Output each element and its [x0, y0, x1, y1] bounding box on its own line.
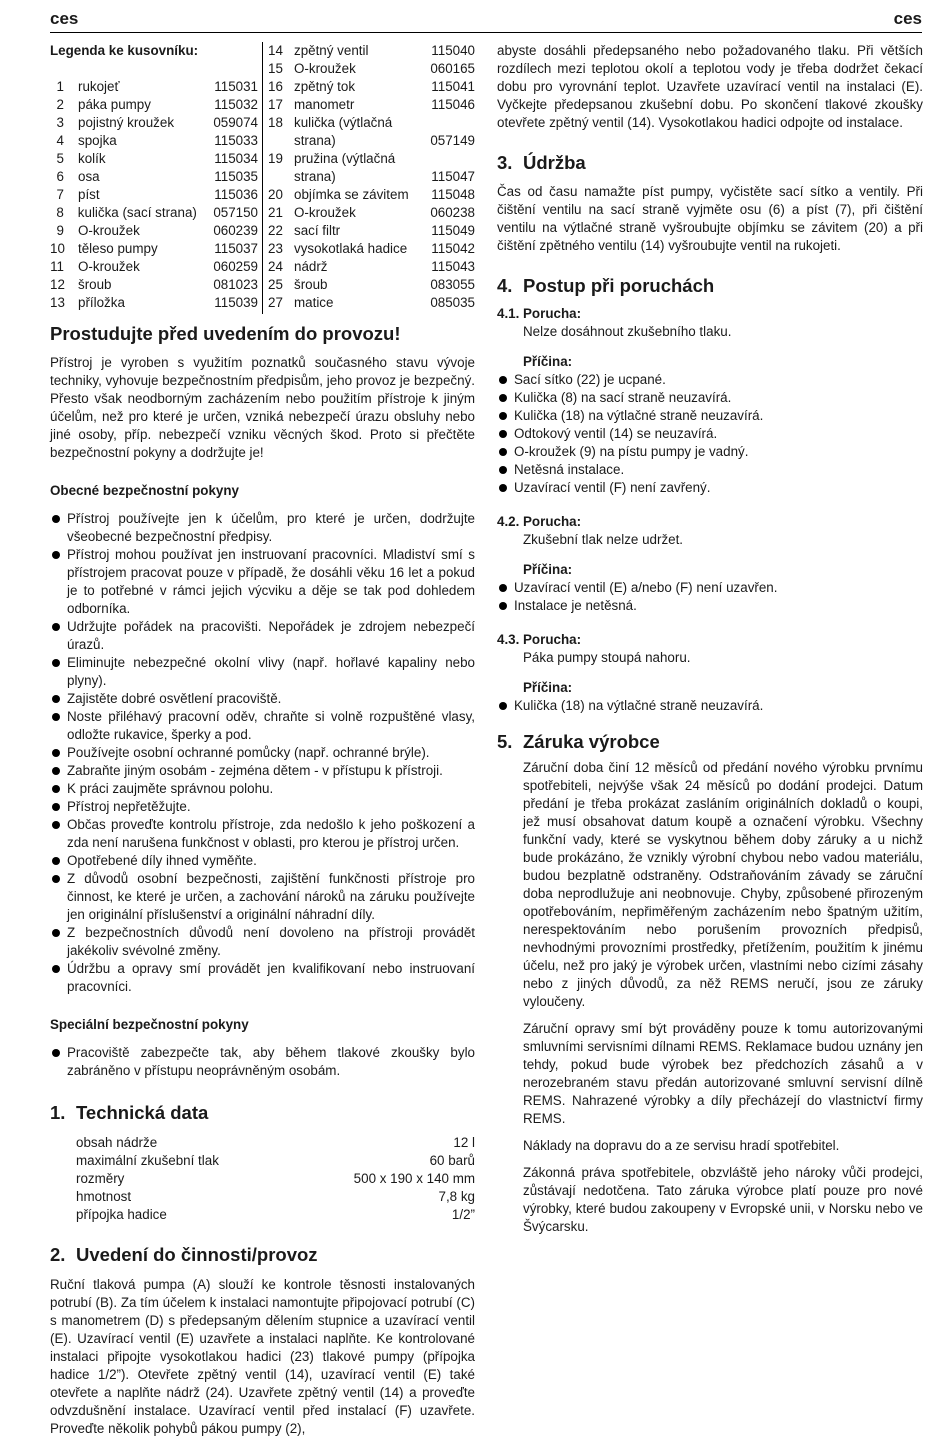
part-name: spojka [78, 133, 117, 148]
part-name: nádrž [294, 259, 328, 274]
part-code: 115037 [214, 241, 258, 256]
cause-list [497, 371, 923, 497]
cause-item: Kulička (18) na výtlačné straně neuzavírá. [497, 697, 923, 715]
parts-title: Legenda ke kusovníku: [50, 43, 199, 58]
part-code: 115035 [214, 169, 258, 184]
parts-list-right [268, 42, 475, 312]
part-name: zpětný ventil [294, 43, 369, 58]
tech-value: 1/2” [451, 1207, 475, 1222]
part-name: pojistný kroužek [78, 115, 175, 130]
part-number: 17 [268, 97, 283, 112]
part-number: 10 [50, 241, 65, 256]
part-code: 060238 [430, 205, 475, 220]
part-code [413, 150, 475, 168]
warranty-paragraph: Záruční doba činí 12 měsíců od předání nového výrobku prvnímu spotřebiteli, nejvýše však 24 měsíců po dodání prodejci. Datum předání je třeba prokázat zasláním originálních dokladů o koupi, jež musí obsahovat datum koupě a označení výrobku. Všechny funkční vady, které se vyskytnou během doby záruky a u nichž bude prokázáno, že vznikly výrobní chybou nebo vadou materiálu, budou bezplatně odstraněny. Odstraňováním závady se záruční doba neprodlužuje ani neobnovuje. Chyby, způsobené přirozeným opotřebováním, nepřiměřeným zacházením nebo špatným užitím, nerespektováním nebo porušením provozních předpisů, nevhodnými provozními prostředky, přetížením, použitím k jinému účelu, než pro jaký je výrobek určen, vlastními nebo cizími zásahy nebo z jiných důvodů, za něž REMS neručí, jsou ze záruky vyloučeny. [523, 760, 923, 1009]
part-name: rukojeť [78, 79, 120, 94]
part-code: 115040 [431, 43, 475, 58]
parts-row [50, 240, 258, 258]
part-code: 115049 [431, 223, 475, 238]
part-name: šroub [78, 277, 112, 292]
tech-label: maximální zkušební tlak [76, 1153, 219, 1168]
fault-number: 4.1. [497, 306, 520, 321]
cause-item: O-kroužek (9) na pístu pumpy je vadný. [497, 443, 923, 461]
fault-label: Porucha: [523, 306, 582, 321]
bullet-item: K práci zaujměte správnou polohu. [50, 780, 475, 798]
parts-row [50, 204, 258, 222]
part-code: 060239 [213, 223, 258, 238]
bullet-item: Z důvodů osobní bezpečnosti, zajištění funkčnosti přístroje pro činnost, ke které je určen, a zachování nároků na záruku používejte jen originální příslušenství a originální náhradní díly. [50, 870, 475, 924]
bullet-item: Opotřebené díly ihned vyměňte. [50, 852, 475, 870]
bullet-item: Z bezpečnostních důvodů není dovoleno na přístroji provádět jakékoliv svévolné změny. [50, 924, 475, 960]
bullet-item: Používejte osobní ochranné pomůcky (např. ochranné brýle). [50, 744, 475, 762]
part-name: vysokotlaká hadice [294, 241, 408, 256]
part-code: 115046 [431, 97, 475, 112]
parts-legend [50, 42, 475, 317]
cause-item: Odtokový ventil (14) se neuzavírá. [497, 425, 923, 443]
part-number: 7 [56, 187, 64, 202]
tech-heading [50, 1102, 475, 1124]
right-column [497, 42, 923, 1236]
parts-row [268, 240, 475, 258]
part-code: 115041 [431, 79, 475, 94]
part-code: 115033 [214, 133, 258, 148]
intro-text: Přístroj je vyroben s využitím poznatků současného stavu vývoje techniky, vyhovuje bezpečnostním předpisům, jeho provoz je bezpečný. Přesto však neodborným zacházením nebo použitím přístroje k jiným účelům, než pro které je určen, vzniká nebezpečí úrazu obsluhy nebo jiné osoby, příp. nebezpečí vzniku věcných škod. Proto si přečtěte bezpečnostní pokyny a dodržujte je! [50, 355, 475, 460]
cause-label: Příčina: [523, 680, 573, 695]
tech-row [76, 1152, 475, 1170]
part-code: 057150 [213, 205, 258, 220]
warranty-title: Záruka výrobce [523, 731, 660, 752]
parts-row [50, 114, 258, 132]
faults-list [497, 305, 923, 715]
parts-row [50, 96, 258, 114]
bullet-item: Pracoviště zabezpečte tak, aby během tlakové zkoušky bylo zabráněno v přístupu neoprávněným osobám. [50, 1044, 475, 1080]
part-name: zpětný tok [294, 79, 356, 94]
tech-value: 60 barů [429, 1153, 475, 1168]
parts-row [268, 258, 475, 276]
faults-title: Postup při poruchách [523, 275, 715, 296]
part-name: šroub [294, 277, 328, 292]
part-code: 059074 [213, 115, 258, 130]
part-code: 115039 [214, 295, 258, 310]
part-name: O-kroužek [78, 259, 140, 274]
parts-row [268, 96, 475, 114]
tech-label: obsah nádrže [76, 1135, 158, 1150]
parts-row [268, 60, 475, 78]
part-code: 115036 [214, 187, 258, 202]
parts-row [50, 78, 258, 96]
fault-block [497, 513, 923, 615]
part-name: osa [78, 169, 100, 184]
tech-number: 1. [50, 1102, 66, 1123]
part-number: 27 [268, 295, 283, 310]
part-number: 2 [56, 97, 64, 112]
part-code: 060259 [213, 259, 258, 274]
part-name: kulička (sací strana) [77, 205, 197, 220]
part-number: 25 [268, 277, 283, 292]
warranty-heading [497, 731, 923, 753]
part-name: sací filtr [294, 223, 341, 238]
parts-row [50, 258, 258, 276]
part-number: 6 [56, 169, 64, 184]
tech-data-table [76, 1134, 475, 1224]
part-code [413, 114, 475, 132]
cause-item: Instalace je netěsná. [497, 597, 923, 615]
fault-description: Páka pumpy stoupá nahoru. [523, 650, 691, 665]
part-code: 115048 [431, 187, 475, 202]
fault-label: Porucha: [523, 514, 582, 529]
part-code: 083055 [430, 277, 475, 292]
part-code: 115032 [214, 97, 258, 112]
part-name: píst [78, 187, 100, 202]
maintenance-text: Čas od času namažte píst pumpy, vyčistěte sací sítko a ventily. Při čištění ventilu na sací straně vyjměte osu (6) a píst (7), při čištění ventilu na výtlačné straně vyšroubujte objímku se závitem (20) a při čištění zpětného ventilu (14) vyšroubujte ventil na rukojeti. [497, 184, 923, 253]
warranty-paragraph: Záruční opravy smí být prováděny pouze k tomu autorizovanými smluvními servisními dílnami REMS. Reklamace budou uznány jen tehdy, pokud bude výrobek bez předchozích zásahů a v nerozebraném stavu předán autorizované smluvní servisní dílně REMS. Nahrazené výrobky a díly přecházejí do vlastnictví firmy REMS. [523, 1021, 923, 1126]
part-name: těleso pumpy [78, 241, 158, 256]
fault-description: Zkušební tlak nelze udržet. [523, 532, 684, 547]
header-right-label: ces [893, 9, 922, 28]
part-number: 18 [268, 115, 283, 130]
bullet-item: Eliminujte nebezpečné okolní vlivy (např. hořlavé kapaliny nebo plyny). [50, 654, 475, 690]
part-code: 115043 [431, 259, 475, 274]
maintenance-number: 3. [497, 152, 513, 173]
cause-item: Kulička (8) na sací straně neuzavírá. [497, 389, 923, 407]
bullet-item: Údržbu a opravy smí provádět jen kvalifikovaní nebo instruovaní pracovníci. [50, 960, 475, 996]
part-name: strana) [294, 133, 336, 148]
part-number [268, 168, 294, 186]
parts-row [268, 150, 475, 168]
faults-heading [497, 275, 923, 297]
parts-row [268, 168, 475, 186]
cause-item: Netěsná instalace. [497, 461, 923, 479]
part-name: O-kroužek [78, 223, 140, 238]
warranty-paragraph: Zákonná práva spotřebitele, obzvláště jeho nároky vůči prodejci, zůstávají nedotčena. Tato záruka výrobce platí pouze pro nové výrobky, které budou zakoupeny v Evropské unii, v Norsku nebo ve Švýcarsku. [523, 1165, 923, 1234]
parts-row [268, 222, 475, 240]
part-code: 115042 [431, 241, 475, 256]
part-name: manometr [294, 97, 355, 112]
special-safety-heading: Speciální bezpečnostní pokyny [50, 1017, 249, 1032]
operation-heading [50, 1244, 475, 1266]
warranty-paragraph: Náklady na dopravu do a ze servisu hradí spotřebitel. [523, 1138, 840, 1153]
cause-item: Sací sítko (22) je ucpané. [497, 371, 923, 389]
parts-row [50, 222, 258, 240]
parts-row [268, 132, 475, 150]
part-name: objímka se závitem [294, 187, 409, 202]
tech-value: 12 l [453, 1135, 475, 1150]
part-name: strana) [294, 169, 336, 184]
part-code: 115034 [214, 151, 258, 166]
parts-row [50, 150, 258, 168]
cause-list [497, 697, 923, 715]
bullet-item: Přístroj mohou používat jen instruovaní pracovníci. Mladiství smí s přístrojem pracovat pouze v případě, že dosáhli věku 16 let a pokud je to potřebné v rámci jejich výcviku a děje se tak pod dohledem odborníka. [50, 546, 475, 618]
part-name: O-kroužek [294, 205, 356, 220]
operation-title: Uvedení do činnosti/provoz [76, 1244, 318, 1265]
part-number: 1 [56, 79, 64, 94]
tech-label: hmotnost [76, 1189, 132, 1204]
cause-item: Uzavírací ventil (F) není zavřený. [497, 479, 923, 497]
part-code: 115047 [431, 169, 475, 184]
part-number: 13 [50, 295, 65, 310]
cause-list [497, 579, 923, 615]
part-number: 14 [268, 43, 283, 58]
part-code: 115031 [214, 79, 258, 94]
part-number: 23 [268, 241, 283, 256]
parts-row [50, 186, 258, 204]
part-number [268, 132, 294, 150]
page-header [50, 8, 922, 33]
warranty-body [523, 759, 923, 1236]
part-code: 060165 [430, 61, 475, 76]
part-number: 9 [56, 223, 64, 238]
parts-row [50, 276, 258, 294]
part-number: 3 [56, 115, 64, 130]
part-name: kolík [78, 151, 106, 166]
tech-label: rozměry [76, 1171, 125, 1186]
part-code: 085035 [430, 295, 475, 310]
tech-title: Technická data [76, 1102, 209, 1123]
left-column [50, 42, 475, 1438]
parts-row [268, 186, 475, 204]
parts-row [268, 204, 475, 222]
operation-text: Ruční tlaková pumpa (A) slouží ke kontrole těsnosti instalovaných potrubí (B). Za tím účelem k instalaci namontujte připojovací potrubí (C) s manometrem (D) s předepsaným dělením stupnice a uzavírací ventil (E). Uzavírací ventil (E) uzavřete a instalaci naplňte. Ke kontrolované instalaci připojte vysokotlakou hadici (23) tlakové pumpy (přípojka hadice 1/2”). Otevřete zpětný ventil (14), uzavírací ventil (E) také otevřete a naplňte nádrž (24). Uzavřete zpětný ventil (14) a proveďte odvzdušnění instalace. Uzavírací ventil před instalací (F) uzavřete. Proveďte několik pohybů pákou pumpy (2), [50, 1277, 475, 1436]
tech-value: 7,8 kg [438, 1189, 475, 1204]
tech-row [76, 1170, 475, 1188]
part-number: 21 [268, 205, 283, 220]
bullet-item: Udržujte pořádek na pracovišti. Nepořádek je zdrojem nebezpečí úrazů. [50, 618, 475, 654]
fault-label: Porucha: [523, 632, 582, 647]
fault-title [497, 305, 923, 323]
cause-label: Příčina: [523, 562, 573, 577]
bullet-item: Přístroj nepřetěžujte. [50, 798, 475, 816]
bullet-item: Občas proveďte kontrolu přístroje, zda nedošlo k jeho poškození a zda není narušena funkčnost v oblasti, pro kterou je přístroj určen. [50, 816, 475, 852]
parts-row [50, 132, 258, 150]
part-number: 24 [268, 259, 283, 274]
part-number: 22 [268, 223, 283, 238]
intro-heading: Prostudujte před uvedením do provozu! [50, 323, 401, 344]
parts-row [50, 294, 258, 312]
parts-divider [262, 42, 263, 314]
tech-row [76, 1206, 475, 1224]
general-safety-list [50, 510, 475, 996]
special-safety-list [50, 1044, 475, 1080]
operation-number: 2. [50, 1244, 66, 1265]
cause-item: Uzavírací ventil (E) a/nebo (F) není uzavřen. [497, 579, 923, 597]
general-safety-heading: Obecné bezpečnostní pokyny [50, 483, 239, 498]
part-number: 11 [50, 259, 64, 274]
part-number: 16 [268, 79, 283, 94]
maintenance-title: Údržba [523, 152, 586, 173]
parts-row [268, 276, 475, 294]
bullet-item: Zabraňte jiným osobám - zejména dětem - v přístupu k přístroji. [50, 762, 475, 780]
part-name: pružina (výtlačná [294, 151, 396, 166]
parts-row [50, 168, 258, 186]
fault-title [497, 513, 923, 531]
fault-number: 4.3. [497, 632, 520, 647]
bullet-item: Noste přiléhavý pracovní oděv, chraňte si volně rozpuštěné vlasy, odložte rukavice, šperky a pod. [50, 708, 475, 744]
part-name: páka pumpy [78, 97, 151, 112]
part-number: 4 [56, 133, 64, 148]
maintenance-heading [497, 152, 923, 174]
parts-row [268, 78, 475, 96]
fault-block [497, 305, 923, 497]
cause-label: Příčina: [523, 354, 573, 369]
parts-row [268, 114, 475, 132]
part-name: kulička (výtlačná [294, 115, 393, 130]
fault-description: Nelze dosáhnout zkušebního tlaku. [523, 324, 732, 339]
part-name: matice [294, 295, 334, 310]
header-left-label: ces [50, 9, 79, 28]
part-code: 057149 [430, 133, 475, 148]
part-number: 12 [50, 277, 65, 292]
tech-label: přípojka hadice [76, 1207, 167, 1222]
faults-number: 4. [497, 275, 513, 296]
warranty-number: 5. [497, 731, 513, 752]
fault-title [497, 631, 923, 649]
fault-block [497, 631, 923, 715]
part-number: 19 [268, 151, 283, 166]
parts-row [268, 42, 475, 60]
tech-value: 500 x 190 x 140 mm [353, 1171, 475, 1186]
cause-item: Kulička (18) na výtlačné straně neuzavírá. [497, 407, 923, 425]
bullet-item: Přístroj používejte jen k účelům, pro které je určen, dodržujte všeobecné bezpečnostní předpisy. [50, 510, 475, 546]
operation-text-continued: abyste dosáhli předepsaného nebo požadovaného tlaku. Při větších rozdílech mezi teplotou okolí a teplotou vody je třeba dodržet čekací dobu pro vyrovnání teplot. Uzavřete uzavírací ventil na instalaci (E). Vyčkejte předepsanou zkušební dobu. Po skončení tlakové zkoušky otevřete zpětný ventil (14). Vysokotlakou hadici odpojte od instalace. [497, 43, 923, 130]
part-code: 081023 [213, 277, 258, 292]
tech-row [76, 1134, 475, 1152]
tech-row [76, 1188, 475, 1206]
part-name: příložka [78, 295, 125, 310]
parts-list-left [50, 42, 258, 312]
parts-row [268, 294, 475, 312]
part-number: 5 [56, 151, 64, 166]
bullet-item: Zajistěte dobré osvětlení pracoviště. [50, 690, 475, 708]
fault-number: 4.2. [497, 514, 520, 529]
part-name: O-kroužek [294, 61, 356, 76]
part-number: 15 [268, 61, 283, 76]
part-number: 20 [268, 187, 283, 202]
part-number: 8 [56, 205, 64, 220]
